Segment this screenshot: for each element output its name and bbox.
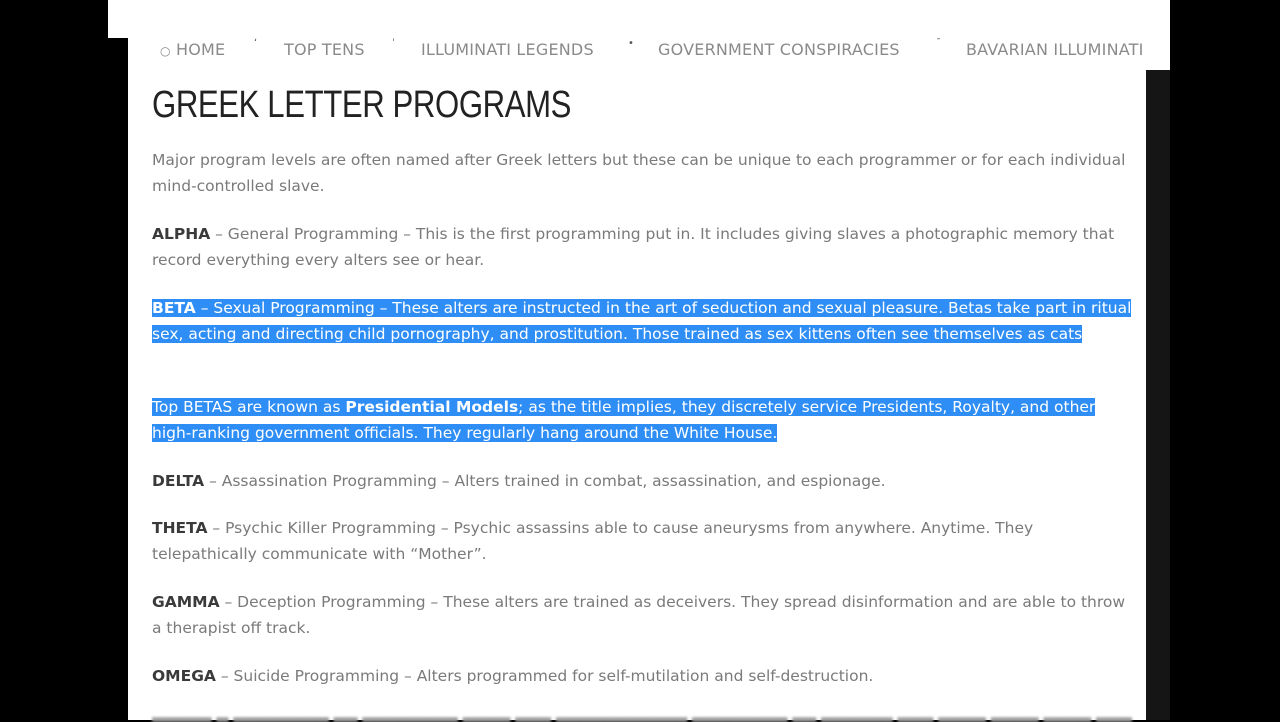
selected-text[interactable] bbox=[152, 398, 1095, 442]
program-name: DELTA bbox=[152, 472, 205, 490]
nav-separator: ˉ bbox=[936, 38, 941, 49]
program-name: ALPHA bbox=[152, 225, 211, 243]
browser-top-strip bbox=[108, 0, 1170, 38]
selected-text[interactable] bbox=[152, 299, 1131, 343]
program-name: BETA bbox=[152, 299, 196, 317]
program-description: – Psychic Killer Programming – Psychic assassins able to cause aneurysms from anywhere. Anytime. They telepathically communicate with “Mother”. bbox=[152, 519, 1034, 563]
nav-separator: ˈ bbox=[392, 38, 395, 49]
cut-off-text-line: ▂▂▂▂▂ ▂ ▂▂▂▂▂▂▂▂ ▂▂ ▂▂▂▂▂▂▂▂ ▂▂▂▂ ▂▂▂ ▂▂▂▂▂▂▂▂▂▂▂ ▂▂▂▂▂▂▂▂ ▂▂ ▂▂▂▂▂▂ ▂▂▂ ▂▂▂▂ ▂▂▂▂ ▂▂▂▂ ▂▂▂ bbox=[152, 704, 1132, 722]
nav-illuminati-legends[interactable]: ILLUMINATI LEGENDS bbox=[421, 40, 594, 59]
program-name: OMEGA bbox=[152, 667, 216, 685]
program-description: – Assassination Programming – Alters trained in combat, assassination, and espionage. bbox=[204, 472, 886, 490]
betas-note-pre: Top BETAS are known as bbox=[152, 398, 346, 416]
program-description: – Deception Programming – These alters are trained as deceivers. They spread disinformation and are able to throw a therapist off track. bbox=[152, 593, 1126, 637]
program-beta bbox=[152, 295, 1132, 347]
program-name: THETA bbox=[152, 519, 208, 537]
program-gamma bbox=[152, 589, 1132, 641]
nav-government-conspiracies[interactable]: GOVERNMENT CONSPIRACIES bbox=[658, 40, 900, 59]
betas-note bbox=[152, 394, 1132, 446]
home-icon: ○ bbox=[160, 44, 171, 58]
program-description: – Sexual Programming – These alters are instructed in the art of seduction and sexual pleasure. Betas take part in ritual sex, acting and directing child pornography, and prostitution. Those trained as sex kittens often see themselves as cats bbox=[152, 299, 1132, 343]
nav-bavarian-illuminati[interactable]: BAVARIAN ILLUMINATI bbox=[966, 40, 1144, 59]
main-nav bbox=[128, 38, 1170, 62]
nav-separator: ʻ bbox=[254, 38, 258, 49]
nav-top-tens[interactable]: TOP TENS bbox=[284, 40, 365, 59]
program-description: – Suicide Programming – Alters programmed for self-mutilation and self-destruction. bbox=[215, 667, 874, 685]
betas-note-bold: Presidential Models bbox=[345, 398, 519, 416]
program-omega bbox=[152, 663, 1132, 689]
nav-home[interactable] bbox=[160, 40, 225, 59]
program-theta bbox=[152, 515, 1132, 567]
program-alpha bbox=[152, 221, 1132, 273]
nav-home-label: HOME bbox=[175, 40, 226, 59]
scrollbar-track[interactable] bbox=[1146, 70, 1170, 720]
program-delta bbox=[152, 468, 1132, 494]
betas-note-post: ; as the title implies, they discretely service Presidents, Royalty, and other high-ranking government officials. They regularly hang around the White House. bbox=[152, 398, 1096, 442]
nav-separator: • bbox=[628, 38, 634, 49]
page-title: GREEK LETTER PROGRAMS bbox=[152, 84, 572, 126]
program-name: GAMMA bbox=[152, 593, 220, 611]
intro-paragraph: Major program levels are often named after Greek letters but these can be unique to each programmer or for each individual mind-controlled slave. bbox=[152, 151, 1126, 195]
program-description: – General Programming – This is the first programming put in. It includes giving slaves a photographic memory that record everything every alters see or hear. bbox=[152, 225, 1115, 269]
